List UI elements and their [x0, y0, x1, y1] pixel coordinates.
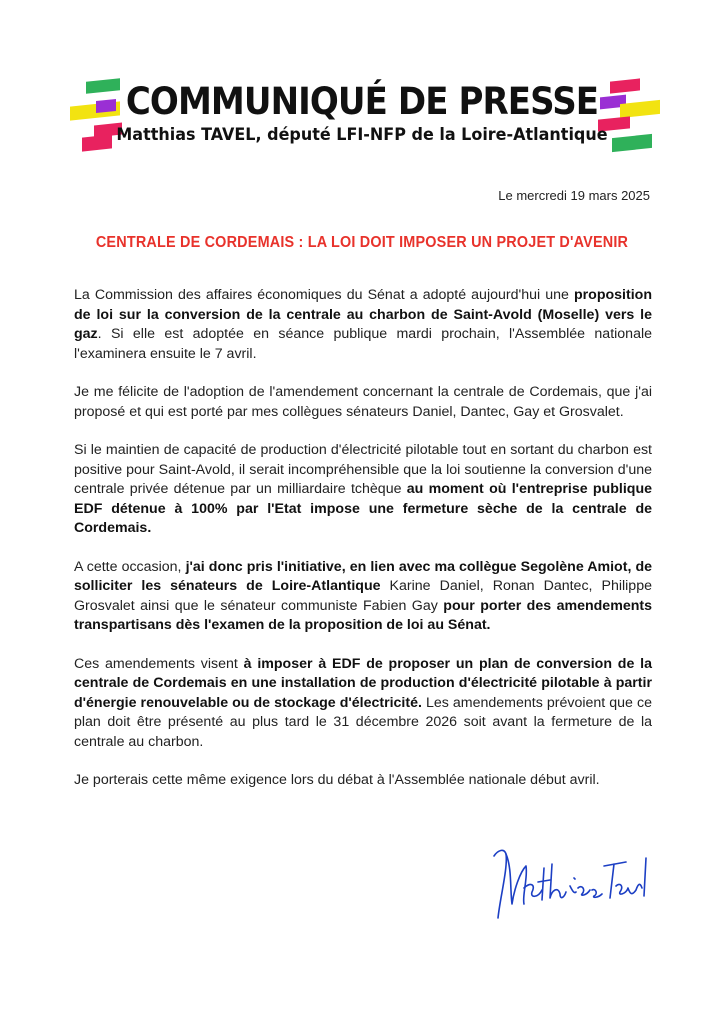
text-segment: A cette occasion, — [74, 558, 186, 575]
text-segment: Karine Daniel, Ronan Dantec, Philippe Grosvalet ainsi que le sénateur communiste Fabien Gay — [74, 578, 652, 614]
body-paragraph — [74, 441, 652, 539]
body-paragraph — [74, 655, 652, 753]
press-release-header — [0, 80, 724, 146]
bold-text-segment: j'ai donc pris l'initiative, en lien avec ma collègue Segolène Amiot, de solliciter les sénateurs de Loire-Atlantique — [74, 558, 652, 594]
text-segment: Je me félicite de l'adoption de l'amendement concernant la centrale de Cordemais, que j'ai proposé et qui est porté par mes collègues sénateurs Daniel, Dantec, Gay et Grosvalet. — [74, 384, 652, 420]
bold-text-segment: au moment où l'entreprise publique EDF détenue à 100% par l'Etat impose une fermeture sèche de la centrale de Cordemais. — [74, 481, 652, 536]
text-segment: Ces amendements visent — [74, 655, 244, 672]
body-paragraph — [74, 558, 652, 636]
body-paragraph — [74, 383, 652, 422]
subtitle: Matthias TAVEL, député LFI-NFP de la Loire-Atlantique — [116, 125, 608, 145]
main-title: COMMUNIQUÉ DE PRESSE — [125, 80, 599, 123]
handwritten-signature — [486, 838, 656, 928]
text-segment: La Commission des affaires économiques du Sénat a adopté aujourd'hui une — [74, 287, 574, 303]
release-date: Le mercredi 19 mars 2025 — [498, 188, 650, 203]
text-segment: Je porterais cette même exigence lors du débat à l'Assemblée nationale début avril. — [74, 772, 600, 788]
bold-text-segment: proposition de loi sur la conversion de la centrale au charbon de Saint-Avold (Moselle) vers le gaz — [74, 287, 652, 342]
body-paragraph — [74, 771, 652, 791]
text-segment: Les amendements prévoient que ce plan doit être présenté au plus tard le 31 décembre 2026 soit avant la fermeture de la centrale au charbon. — [74, 694, 652, 750]
body-paragraph — [74, 286, 652, 364]
bold-text-segment: à imposer à EDF de proposer un plan de conversion de la centrale de Cordemais en une installation de production d'électricité pilotable à partir d'énergie renouvelable ou de stockage d'électricité. — [74, 655, 652, 711]
text-segment: Si le maintien de capacité de production d'électricité pilotable tout en sortant du charbon est positive pour Saint-Avold, il serait incompréhensible que la loi soutienne la conversion d'une centrale privée détenue par un milliardaire tchèque — [74, 442, 652, 497]
bold-text-segment: pour porter des amendements transpartisans dès l'examen de la proposition de loi au Sénat. — [74, 597, 652, 633]
press-release-body — [74, 286, 652, 810]
text-segment: . Si elle est adoptée en séance publique mardi prochain, l'Assemblée nationale l'examinera ensuite le 7 avril. — [74, 326, 652, 362]
headline: CENTRALE DE CORDEMAIS : LA LOI DOIT IMPOSER UN PROJET D'AVENIR — [95, 234, 629, 251]
